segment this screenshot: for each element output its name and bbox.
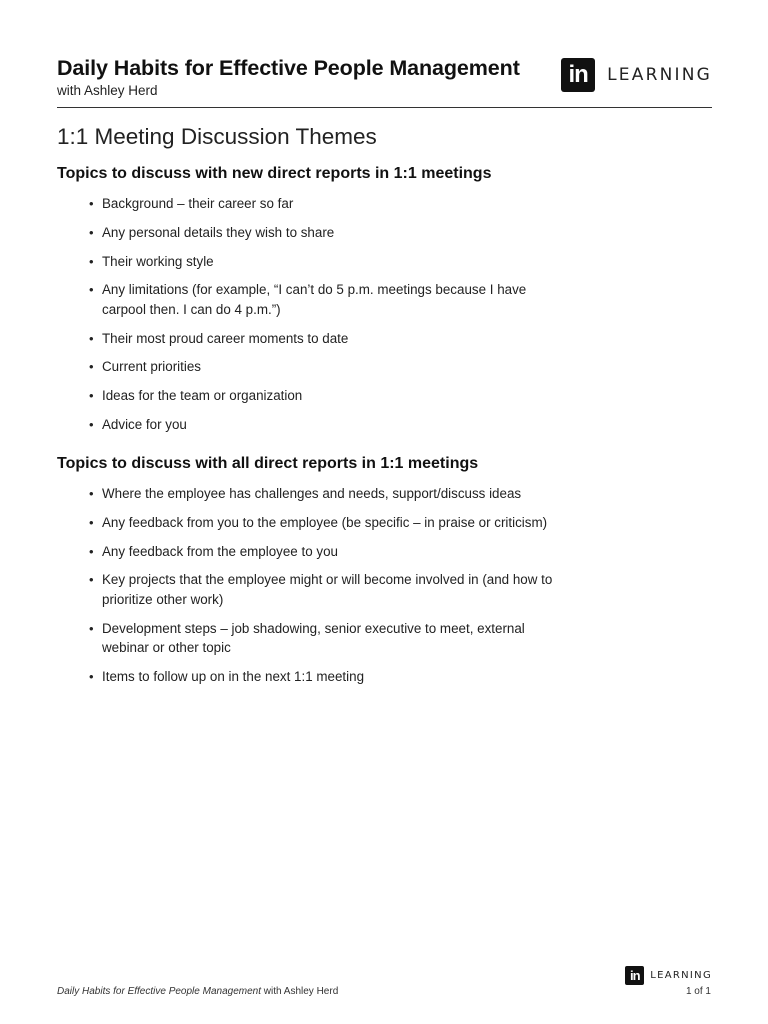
list-item: • Any feedback from the employee to you [89,542,559,562]
footer-instructor: with Ashley Herd [261,986,339,997]
bullet-icon: • [89,330,94,346]
footer-linkedin-in-icon: in [625,966,644,985]
list-item: • Advice for you [89,415,559,435]
list-item: • Items to follow up on in the next 1:1 meeting [89,667,559,687]
list-item: • Any limitations (for example, “I can’t do 5 p.m. meetings because I have carpool then. I can do 4 p.m.”) [89,282,527,317]
bullet-icon: • [89,620,94,636]
list-item: • Development steps – job shadowing, senior executive to meet, external webinar or other topic [89,620,525,656]
course-title: Daily Habits for Effective People Management [57,56,520,80]
list-item: • Key projects that the employee might or will become involved in (and how to prioritize other work) [89,572,553,607]
document-heading: 1:1 Meeting Discussion Themes [57,124,377,149]
bullet-icon: • [89,224,94,240]
list-item: • Their most proud career moments to date [89,329,559,349]
header-divider [57,107,712,108]
footer-logo-wordmark: LEARNING [650,970,712,981]
list-item: • Any personal details they wish to share [89,223,559,243]
footer-linkedin-learning-logo [625,966,712,985]
bullet-list-all-reports [89,484,559,696]
section-heading-all-reports: Topics to discuss with all direct reports in 1:1 meetings [57,455,479,472]
bullet-icon: • [89,359,94,375]
bullet-icon: • [89,486,94,501]
bullet-icon: • [89,196,94,211]
page-header [57,54,712,108]
list-item: • Where the employee has challenges and needs, support/discuss ideas [89,484,559,504]
list-item: • Ideas for the team or organization [89,386,559,406]
bullet-icon: • [89,514,94,530]
bullet-list-new-reports [89,194,559,444]
course-instructor: with Ashley Herd [57,83,158,98]
linkedin-learning-logo [561,57,712,93]
bullet-icon: • [89,417,94,433]
footer-course-credit [57,985,338,999]
page-number: 1 of 1 [685,986,711,997]
footer-course-title: Daily Habits for Effective People Management [57,986,261,997]
bullet-icon: • [89,543,94,559]
section-heading-new-reports: Topics to discuss with new direct reports in 1:1 meetings [57,165,492,182]
list-item: • Their working style [89,252,559,272]
list-item: • Current priorities [89,357,559,377]
bullet-icon: • [89,572,94,588]
linkedin-in-icon: in [561,58,595,92]
bullet-icon: • [89,668,94,684]
list-item: • Any feedback from you to the employee (be specific – in praise or criticism) [89,513,559,533]
logo-wordmark: LEARNING [607,65,712,85]
bullet-icon: • [89,388,94,404]
bullet-icon: • [89,253,94,269]
bullet-icon: • [89,282,94,298]
list-item: • Background – their career so far [89,194,559,214]
